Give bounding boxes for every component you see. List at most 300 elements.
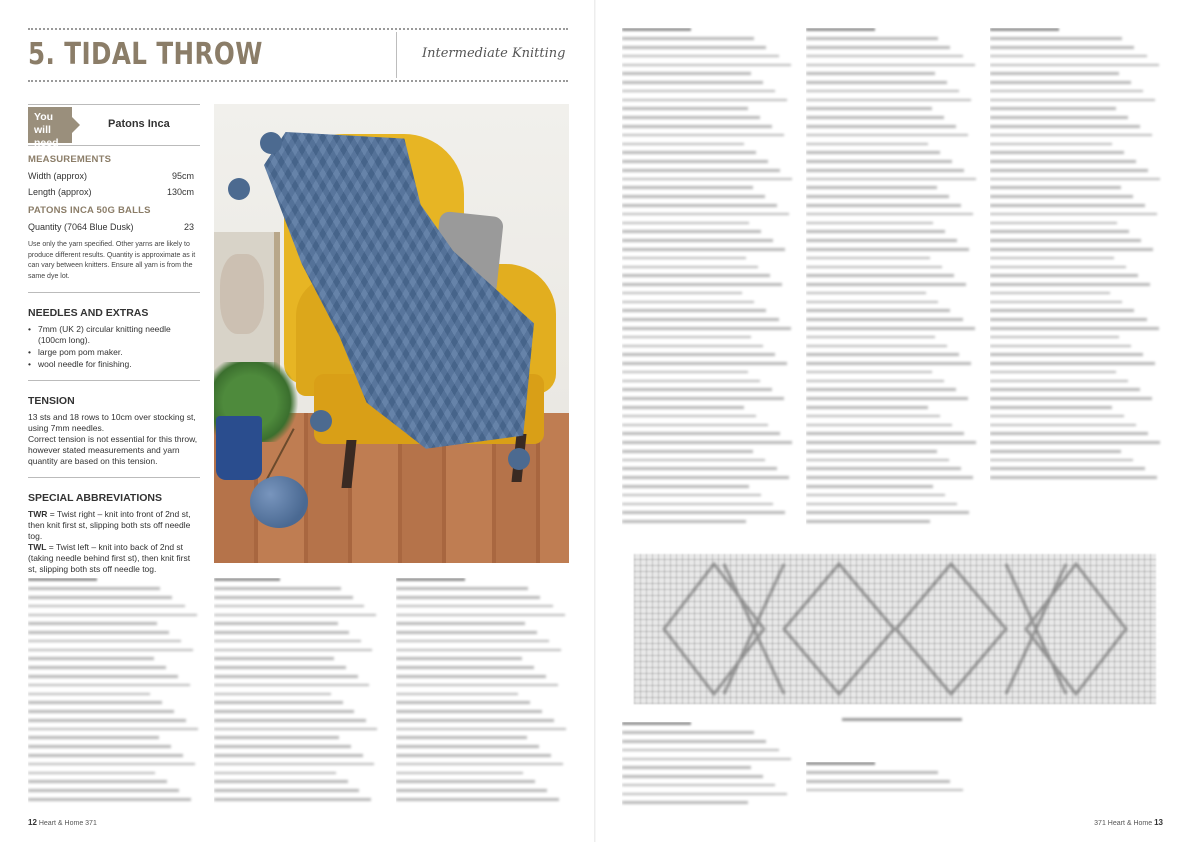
measurement-value: 130cm — [166, 187, 194, 197]
blurred-text-line — [806, 195, 949, 198]
blurred-text-line — [806, 143, 928, 146]
abbreviation-twl — [28, 542, 200, 575]
blurred-text-line — [622, 485, 749, 488]
skill-level: Intermediate Knitting — [422, 46, 566, 61]
blurred-text-line — [396, 605, 553, 608]
blurred-text-line — [990, 467, 1145, 470]
blurred-text-line — [990, 318, 1147, 321]
blurred-text-line — [990, 424, 1136, 427]
blurred-text-line — [622, 336, 751, 339]
blurred-text-line — [806, 283, 966, 286]
page-number: 12 — [28, 818, 37, 827]
blurred-text-line — [806, 151, 940, 154]
blurred-text-line — [622, 222, 749, 225]
blurred-text-line — [622, 766, 751, 769]
blurred-text-line — [806, 476, 973, 479]
yarn-ball — [250, 476, 308, 528]
blurred-text-line — [806, 789, 963, 792]
blurred-text-line — [214, 684, 369, 687]
blurred-text-line — [990, 99, 1155, 102]
blurred-text-line — [990, 151, 1124, 154]
blurred-text-line — [396, 675, 546, 678]
blurred-text-line — [622, 292, 742, 295]
blurred-text-line — [622, 64, 791, 67]
blurred-text-line — [28, 649, 193, 652]
blurred-text-line — [622, 204, 777, 207]
blurred-text-line — [214, 710, 354, 713]
blurred-text-line — [396, 666, 534, 669]
abbreviations-heading: SPECIAL ABBREVIATIONS — [28, 492, 162, 504]
blurred-text-line — [622, 81, 763, 84]
blurred-text-line — [396, 745, 539, 748]
magazine-issue: Heart & Home 371 — [38, 820, 97, 827]
page-title: 5. TIDAL THROW — [28, 37, 263, 72]
pattern-instructions-column — [396, 578, 568, 813]
blurred-text-line — [214, 666, 346, 669]
pom-pom — [228, 178, 250, 200]
blurred-text-line — [622, 432, 780, 435]
you-will-need-box — [28, 104, 200, 149]
blurred-text-line — [990, 327, 1159, 330]
blurred-text-line — [28, 701, 162, 704]
blurred-text-line — [990, 107, 1116, 110]
blurred-text-line — [990, 37, 1122, 40]
blurred-text-line — [806, 432, 964, 435]
blurred-text-line — [28, 675, 178, 678]
pom-pom — [260, 132, 282, 154]
needles-heading: NEEDLES AND EXTRAS — [28, 307, 149, 319]
blurred-text-line — [622, 441, 792, 444]
blurred-text-line — [622, 731, 754, 734]
blurred-text-line — [622, 397, 784, 400]
blurred-text-line — [396, 701, 530, 704]
blurred-text-line — [990, 459, 1133, 462]
blurred-text-line — [28, 745, 171, 748]
blurred-text-line — [990, 415, 1124, 418]
blurred-text-line — [990, 169, 1148, 172]
blurred-text-line — [214, 736, 339, 739]
blurred-text-line — [806, 274, 954, 277]
blurred-text-line — [622, 46, 766, 49]
pattern-instructions-column — [990, 28, 1162, 488]
blurred-text-line — [990, 476, 1157, 479]
blurred-text-line — [806, 222, 933, 225]
blurred-text-line — [990, 380, 1128, 383]
blurred-text-line — [806, 511, 969, 514]
blurred-text-line — [622, 467, 777, 470]
blurred-text-line — [214, 605, 364, 608]
measurement-row — [28, 187, 200, 197]
throw-photo — [214, 104, 569, 563]
abbreviation-definition: = Twist left – knit into back of 2nd st (taking needle behind first st), then knit first st, slipping both sts off needle tog. — [28, 542, 191, 574]
blurred-text-line — [990, 178, 1160, 181]
blurred-text-line — [622, 345, 763, 348]
blurred-text-line — [28, 772, 155, 775]
blurred-text-line — [28, 780, 167, 783]
blurred-text-line — [622, 520, 746, 523]
blurred-text-line — [214, 587, 341, 590]
tension-text: 13 sts and 18 rows to 10cm over stocking st, using 7mm needles. — [28, 412, 196, 433]
blurred-text-line — [28, 763, 195, 766]
blurred-text-line — [990, 46, 1134, 49]
blurred-text-line — [806, 380, 944, 383]
blurred-text-line — [396, 728, 566, 731]
blurred-text-line — [396, 710, 542, 713]
blurred-text-line — [396, 622, 525, 625]
blurred-text-line — [806, 178, 976, 181]
pattern-instructions-column — [214, 578, 379, 813]
blurred-text-line — [806, 90, 959, 93]
blurred-text-line — [990, 362, 1155, 365]
blurred-text-line — [622, 415, 756, 418]
page-gutter — [594, 0, 596, 842]
blurred-text-line — [990, 230, 1129, 233]
blurred-text-line — [622, 160, 768, 163]
blurred-text-line — [622, 257, 746, 260]
blurred-text-line — [396, 578, 465, 581]
blurred-text-line — [806, 72, 935, 75]
blurred-text-line — [622, 793, 787, 796]
blurred-text-line — [622, 353, 775, 356]
blurred-text-line — [396, 780, 535, 783]
magazine-issue: 371 Heart & Home — [1094, 820, 1153, 827]
measurement-value: 95cm — [171, 171, 194, 181]
blurred-text-line — [990, 441, 1160, 444]
blurred-text-line — [28, 684, 190, 687]
blurred-text-line — [28, 719, 186, 722]
blurred-text-line — [806, 336, 935, 339]
blurred-text-line — [622, 388, 772, 391]
blurred-text-line — [806, 450, 937, 453]
blurred-text-line — [214, 798, 371, 801]
blurred-text-line — [806, 64, 975, 67]
pom-pom — [310, 410, 332, 432]
blurred-text-line — [396, 684, 558, 687]
blurred-text-line — [806, 125, 956, 128]
blurred-text-line — [28, 666, 166, 669]
yarn-heading: PATONS INCA 50G BALLS — [28, 205, 151, 216]
section-divider — [28, 477, 200, 478]
blurred-text-line — [622, 248, 785, 251]
blurred-text-line — [990, 406, 1112, 409]
blurred-text-line — [990, 397, 1152, 400]
blurred-text-line — [806, 116, 944, 119]
blurred-text-line — [990, 309, 1134, 312]
blurred-text-line — [622, 266, 758, 269]
blurred-text-line — [28, 622, 157, 625]
chart-caption — [842, 718, 962, 721]
blurred-text-line — [622, 125, 772, 128]
blurred-text-line — [396, 736, 527, 739]
blurred-text-line — [396, 587, 528, 590]
measurement-label: Length (approx) — [28, 187, 92, 197]
blurred-text-line — [396, 596, 540, 599]
blurred-text-line — [622, 476, 789, 479]
list-item: • 7mm (UK 2) circular knitting needle (100cm long). — [28, 324, 200, 346]
blurred-text-line — [990, 28, 1059, 31]
blurred-text-line — [806, 771, 938, 774]
blurred-text-line — [990, 388, 1140, 391]
blurred-text-line — [396, 631, 537, 634]
blurred-text-line — [214, 596, 353, 599]
blurred-text-line — [622, 283, 782, 286]
pattern-instructions-column — [622, 28, 794, 533]
blurred-text-line — [622, 178, 792, 181]
blurred-text-line — [806, 459, 949, 462]
blurred-text-line — [806, 485, 933, 488]
blurred-text-line — [990, 274, 1138, 277]
blurred-text-line — [806, 441, 976, 444]
blurred-text-line — [622, 239, 773, 242]
yarn-note: Use only the yarn specified. Other yarns are likely to produce different results. Quantity is approximate as it can vary between knitters. Ensure all yarn is from the same dye lot. — [28, 241, 196, 280]
blurred-text-line — [622, 318, 779, 321]
blurred-text-line — [396, 640, 549, 643]
blurred-text-line — [806, 266, 942, 269]
blurred-text-line — [214, 640, 361, 643]
right-folio — [1094, 818, 1163, 827]
blurred-text-line — [806, 204, 961, 207]
blurred-text-line — [396, 754, 551, 757]
page-number: 13 — [1154, 818, 1163, 827]
blurred-text-line — [622, 116, 760, 119]
section-divider — [28, 380, 200, 381]
tension-heading: TENSION — [28, 395, 75, 407]
section-divider — [28, 292, 200, 293]
blurred-text-line — [806, 99, 971, 102]
yarn-name: Patons Inca — [108, 118, 170, 130]
blurred-text-line — [622, 213, 789, 216]
blurred-text-line — [214, 649, 372, 652]
blurred-text-line — [622, 107, 748, 110]
blurred-text-line — [806, 81, 947, 84]
blurred-text-line — [622, 749, 779, 752]
blurred-text-line — [622, 450, 753, 453]
blurred-text-line — [28, 614, 197, 617]
blurred-text-line — [990, 301, 1122, 304]
knitting-chart — [622, 548, 1168, 708]
pom-pom — [508, 448, 530, 470]
blurred-text-line — [990, 81, 1131, 84]
blurred-text-line — [622, 503, 773, 506]
blurred-text-line — [622, 143, 744, 146]
blurred-text-line — [990, 450, 1121, 453]
blurred-text-line — [396, 763, 563, 766]
blurred-text-line — [622, 371, 748, 374]
blurred-text-line — [806, 362, 971, 365]
blurred-text-line — [806, 28, 875, 31]
blurred-text-line — [990, 195, 1133, 198]
blurred-text-line — [806, 345, 947, 348]
title-divider — [396, 32, 397, 78]
blurred-text-line — [990, 345, 1131, 348]
blurred-text-line — [214, 701, 343, 704]
blurred-text-line — [806, 520, 930, 523]
chart-notes — [806, 762, 978, 802]
blurred-text-line — [990, 64, 1159, 67]
blurred-text-line — [622, 758, 791, 761]
blurred-text-line — [806, 230, 945, 233]
blurred-text-line — [622, 72, 751, 75]
blurred-text-line — [806, 134, 968, 137]
blurred-text-line — [622, 37, 754, 40]
blurred-text-line — [990, 371, 1116, 374]
pattern-instructions-column — [806, 28, 978, 533]
blurred-text-line — [990, 186, 1121, 189]
blurred-text-line — [28, 710, 174, 713]
quantity-row — [28, 222, 200, 232]
blurred-text-line — [622, 494, 761, 497]
blurred-text-line — [622, 775, 763, 778]
blurred-text-line — [806, 494, 945, 497]
blurred-text-line — [990, 283, 1150, 286]
blurred-text-line — [396, 614, 565, 617]
left-folio — [28, 818, 97, 827]
blurred-text-line — [806, 248, 969, 251]
blurred-text-line — [28, 587, 160, 590]
blurred-text-line — [28, 578, 97, 581]
blurred-text-line — [990, 353, 1143, 356]
blurred-text-line — [622, 740, 766, 743]
blurred-text-line — [214, 675, 358, 678]
blurred-text-line — [806, 762, 875, 765]
frame-artwork — [220, 254, 264, 334]
materials-sidebar — [28, 104, 200, 575]
blurred-text-line — [28, 596, 172, 599]
blurred-text-line — [990, 336, 1119, 339]
blurred-text-line — [214, 719, 366, 722]
blurred-text-line — [622, 380, 760, 383]
blurred-text-line — [214, 780, 348, 783]
quantity-label: Quantity (7064 Blue Dusk) — [28, 222, 134, 232]
abbreviation-term: TWL — [28, 542, 47, 552]
blurred-text-line — [990, 239, 1141, 242]
blurred-text-line — [990, 134, 1152, 137]
blurred-text-line — [396, 657, 522, 660]
blurred-text-line — [214, 754, 363, 757]
blurred-text-line — [396, 693, 518, 696]
blurred-text-line — [28, 693, 150, 696]
list-item: • wool needle for finishing. — [28, 359, 200, 370]
blurred-text-line — [990, 72, 1119, 75]
blurred-text-line — [806, 239, 957, 242]
blurred-text-line — [990, 213, 1157, 216]
blurred-text-line — [990, 222, 1117, 225]
blurred-text-line — [990, 90, 1143, 93]
blurred-text-line — [990, 160, 1136, 163]
blurred-text-line — [990, 125, 1140, 128]
blurred-text-line — [990, 292, 1110, 295]
blurred-text-line — [214, 693, 331, 696]
blurred-text-line — [622, 28, 691, 31]
blurred-text-line — [214, 763, 374, 766]
blurred-text-line — [28, 631, 169, 634]
abbreviation-definition: = Twist right – knit into front of 2nd st, then knit first st, slipping both sts off needle tog. — [28, 509, 191, 541]
blurred-text-line — [28, 736, 159, 739]
blurred-text-line — [806, 301, 938, 304]
blurred-text-line — [622, 424, 768, 427]
blurred-text-line — [622, 134, 784, 137]
blurred-text-line — [806, 780, 950, 783]
title-bar — [28, 26, 568, 82]
blurred-text-line — [806, 160, 952, 163]
tension-note: Correct tension is not essential for this throw, however stated measurements and yarn quantity are based on this tension. — [28, 434, 198, 466]
blurred-text-line — [806, 107, 932, 110]
blurred-text-line — [214, 772, 336, 775]
blurred-text-line — [806, 397, 968, 400]
blurred-text-line — [622, 274, 770, 277]
list-item: • large pom pom maker. — [28, 347, 200, 358]
needles-list — [28, 324, 200, 370]
blurred-text-line — [806, 46, 950, 49]
pattern-instructions-column — [28, 578, 200, 808]
blurred-text-line — [28, 754, 183, 757]
blurred-text-line — [214, 789, 359, 792]
blurred-text-line — [806, 318, 963, 321]
blurred-text-line — [622, 406, 744, 409]
measurement-row — [28, 171, 200, 181]
blurred-text-line — [622, 362, 787, 365]
you-will-need-badge: You will need — [28, 107, 72, 143]
blurred-text-line — [622, 722, 691, 725]
blurred-text-line — [622, 301, 754, 304]
blurred-text-line — [622, 511, 785, 514]
blurred-text-line — [28, 640, 181, 643]
chart-cable-pattern — [634, 554, 1156, 704]
blurred-text-line — [806, 213, 973, 216]
blurred-text-line — [806, 309, 950, 312]
chart-key — [622, 722, 794, 812]
blurred-text-line — [990, 55, 1147, 58]
blurred-text-line — [622, 784, 775, 787]
plant-pot — [216, 416, 262, 480]
quantity-value: 23 — [183, 222, 194, 232]
blurred-text-line — [806, 292, 926, 295]
blurred-text-line — [806, 257, 930, 260]
blurred-text-line — [622, 309, 766, 312]
blurred-text-line — [396, 798, 559, 801]
blurred-text-line — [622, 459, 765, 462]
dotted-rule — [28, 80, 568, 82]
measurements-heading: MEASUREMENTS — [28, 154, 112, 165]
blurred-text-line — [28, 657, 154, 660]
blurred-text-line — [622, 186, 753, 189]
blurred-text-line — [806, 353, 959, 356]
blurred-text-line — [396, 649, 561, 652]
abbreviation-term: TWR — [28, 509, 48, 519]
blurred-text-line — [806, 424, 952, 427]
blurred-text-line — [214, 728, 377, 731]
blurred-text-line — [28, 789, 179, 792]
blurred-text-line — [806, 467, 961, 470]
blurred-text-line — [990, 257, 1114, 260]
blurred-text-line — [990, 248, 1153, 251]
blurred-text-line — [806, 37, 938, 40]
blurred-text-line — [396, 789, 547, 792]
blurred-text-line — [622, 801, 748, 804]
blurred-text-line — [622, 169, 780, 172]
blurred-text-line — [214, 657, 334, 660]
blurred-text-line — [28, 798, 191, 801]
blurred-text-line — [806, 327, 975, 330]
blurred-text-line — [806, 388, 956, 391]
dotted-rule — [28, 28, 568, 30]
blurred-text-line — [214, 622, 338, 625]
blurred-text-line — [622, 151, 756, 154]
blurred-text-line — [990, 116, 1128, 119]
blurred-text-line — [214, 631, 349, 634]
blurred-text-line — [28, 728, 198, 731]
blurred-text-line — [990, 266, 1126, 269]
